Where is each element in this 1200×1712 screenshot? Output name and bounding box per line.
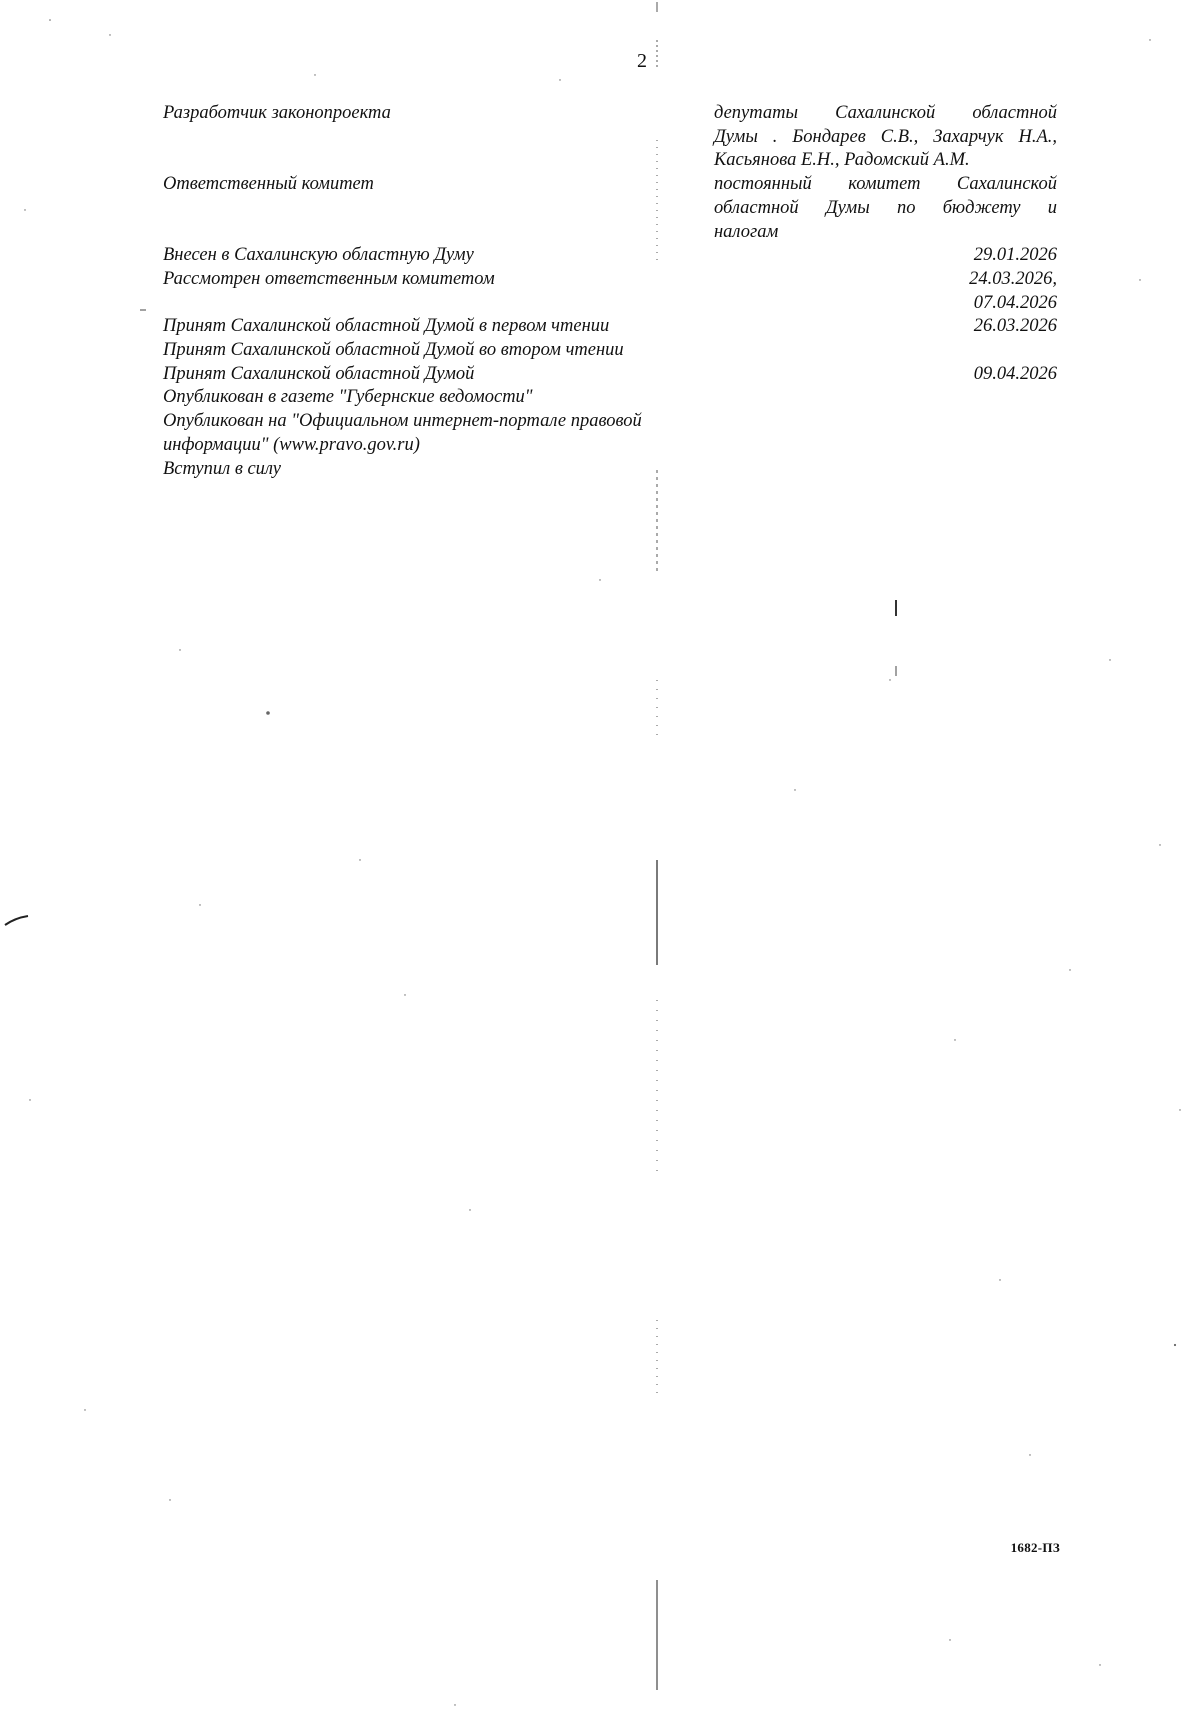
row-value xyxy=(723,458,1057,482)
row-value xyxy=(714,102,1057,173)
row-value-line: Касьянова Е.Н., Радомский А.М. xyxy=(714,150,970,171)
row-value xyxy=(714,268,1057,315)
row-value-line: 29.01.2026 xyxy=(973,245,1057,266)
table-row xyxy=(163,173,1057,244)
bill-passage-table xyxy=(163,102,1057,481)
row-value xyxy=(714,244,1057,268)
row-value xyxy=(723,386,1057,410)
row-value xyxy=(714,363,1057,387)
table-row xyxy=(163,458,1057,482)
row-label: Принят Сахалинской областной Думой во втором чтении xyxy=(163,340,624,361)
row-value-line: постоянный комитет Сахалинской xyxy=(714,174,1057,195)
table-row xyxy=(163,339,1057,363)
row-value-line: 26.03.2026 xyxy=(973,316,1057,337)
document-code: 1682-ПЗ xyxy=(1010,1540,1060,1555)
row-label: Внесен в Сахалинскую областную Думу xyxy=(163,245,474,266)
row-value xyxy=(714,173,1057,244)
row-value-line: 07.04.2026 xyxy=(973,292,1057,313)
table-row xyxy=(163,244,1057,268)
row-label: Вступил в силу xyxy=(163,458,281,479)
row-value-line: налогам xyxy=(714,221,779,242)
table-row xyxy=(163,315,1057,339)
row-value-line: 24.03.2026, xyxy=(969,268,1057,289)
page-number: 2 xyxy=(637,50,647,72)
row-label: Рассмотрен ответственным комитетом xyxy=(163,268,495,289)
row-label: Принят Сахалинской областной Думой в первом чтении xyxy=(163,316,610,337)
row-value-line: депутаты Сахалинской областной xyxy=(714,103,1057,123)
row-value-line: 09.04.2026 xyxy=(973,363,1057,384)
table-row xyxy=(163,410,1057,457)
row-label: Ответственный комитет xyxy=(163,174,374,195)
row-label: Опубликован на "Официальном интернет-портале правовой информации" (www.pravo.gov.ru) xyxy=(163,411,642,455)
row-value xyxy=(723,410,1057,457)
row-value-line: областной Думы по бюджету и xyxy=(714,197,1057,218)
table-row xyxy=(163,386,1057,410)
table-row xyxy=(163,268,1057,315)
row-value-line: Думы . Бондарев С.В., Захарчук Н.А., xyxy=(714,126,1057,147)
row-label: Принят Сахалинской областной Думой xyxy=(163,363,475,384)
row-label: Разработчик законопроекта xyxy=(163,103,391,123)
row-value xyxy=(714,339,1057,363)
table-row xyxy=(163,363,1057,387)
table-row xyxy=(163,102,1057,173)
row-label: Опубликован в газете "Губернские ведомости" xyxy=(163,387,533,408)
row-value xyxy=(714,315,1057,339)
